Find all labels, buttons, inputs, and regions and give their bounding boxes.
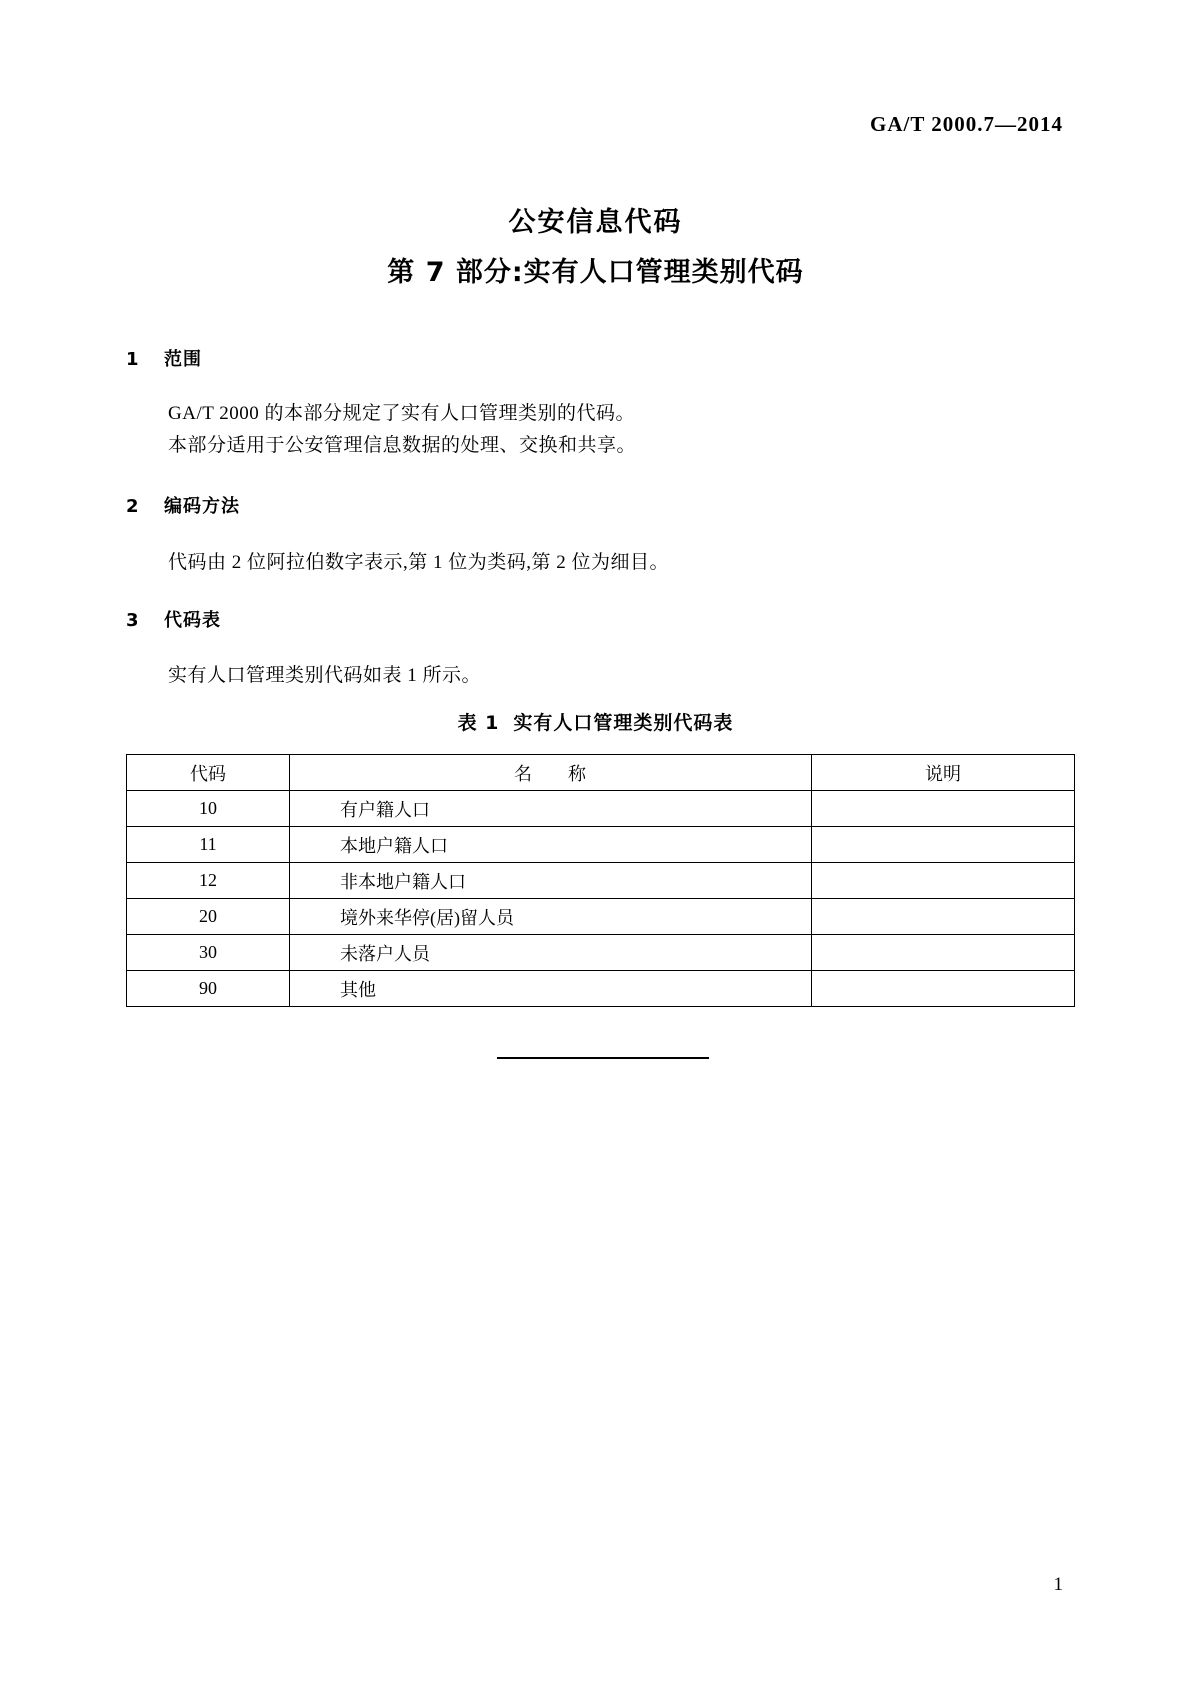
- column-header-name: 名 称: [290, 755, 812, 791]
- cell-name: 有户籍人口: [290, 791, 812, 827]
- cell-code: 30: [127, 935, 290, 971]
- section-title-3: 代码表: [164, 610, 221, 631]
- table-caption-text: 实有人口管理类别代码表: [513, 712, 734, 734]
- section-heading-3: [126, 606, 221, 632]
- cell-description: [812, 899, 1075, 935]
- code-table: [126, 754, 1075, 1007]
- table-row: [127, 827, 1075, 863]
- section-title-1: 范围: [164, 349, 202, 370]
- cell-description: [812, 827, 1075, 863]
- section-2-paragraph-1: 代码由 2 位阿拉伯数字表示,第 1 位为类码,第 2 位为细目。: [168, 552, 670, 573]
- cell-name: 未落户人员: [290, 935, 812, 971]
- column-header-code: 代码: [127, 755, 290, 791]
- table-header-row: [127, 755, 1075, 791]
- cell-code: 10: [127, 791, 290, 827]
- section-1-paragraph-1: GA/T 2000 的本部分规定了实有人口管理类别的代码。: [168, 403, 635, 424]
- cell-code: 12: [127, 863, 290, 899]
- section-1-paragraph-2: 本部分适用于公安管理信息数据的处理、交换和共享。: [168, 435, 637, 456]
- code-table-body: [127, 791, 1075, 1007]
- cell-name: 本地户籍人口: [290, 827, 812, 863]
- section-heading-2: [126, 492, 240, 518]
- section-heading-1: [126, 345, 202, 371]
- table-caption: [0, 708, 1191, 735]
- section-3-paragraph-1: 实有人口管理类别代码如表 1 所示。: [168, 665, 482, 686]
- table-row: [127, 935, 1075, 971]
- column-header-description: 说明: [812, 755, 1075, 791]
- table-row: [127, 863, 1075, 899]
- cell-name: 境外来华停(居)留人员: [290, 899, 812, 935]
- section-number-3: 3: [126, 610, 140, 631]
- cell-description: [812, 971, 1075, 1007]
- standard-number-header: GA/T 2000.7—2014: [870, 112, 1063, 136]
- cell-description: [812, 935, 1075, 971]
- code-table-head: [127, 755, 1075, 791]
- table-row: [127, 791, 1075, 827]
- page-title: 公安信息代码: [508, 207, 683, 238]
- table-caption-label: 表 1: [457, 712, 500, 734]
- cell-name: 其他: [290, 971, 812, 1007]
- cell-code: 11: [127, 827, 290, 863]
- section-number-2: 2: [126, 496, 140, 517]
- page-number: 1: [1053, 1574, 1063, 1595]
- cell-description: [812, 863, 1075, 899]
- section-title-2: 编码方法: [164, 496, 240, 517]
- page-subtitle: 第 7 部分:实有人口管理类别代码: [387, 257, 804, 288]
- cell-description: [812, 791, 1075, 827]
- table-row: [127, 971, 1075, 1007]
- footer-divider-rule: [497, 1057, 709, 1059]
- cell-name: 非本地户籍人口: [290, 863, 812, 899]
- section-number-1: 1: [126, 349, 140, 370]
- table-row: [127, 899, 1075, 935]
- cell-code: 20: [127, 899, 290, 935]
- cell-code: 90: [127, 971, 290, 1007]
